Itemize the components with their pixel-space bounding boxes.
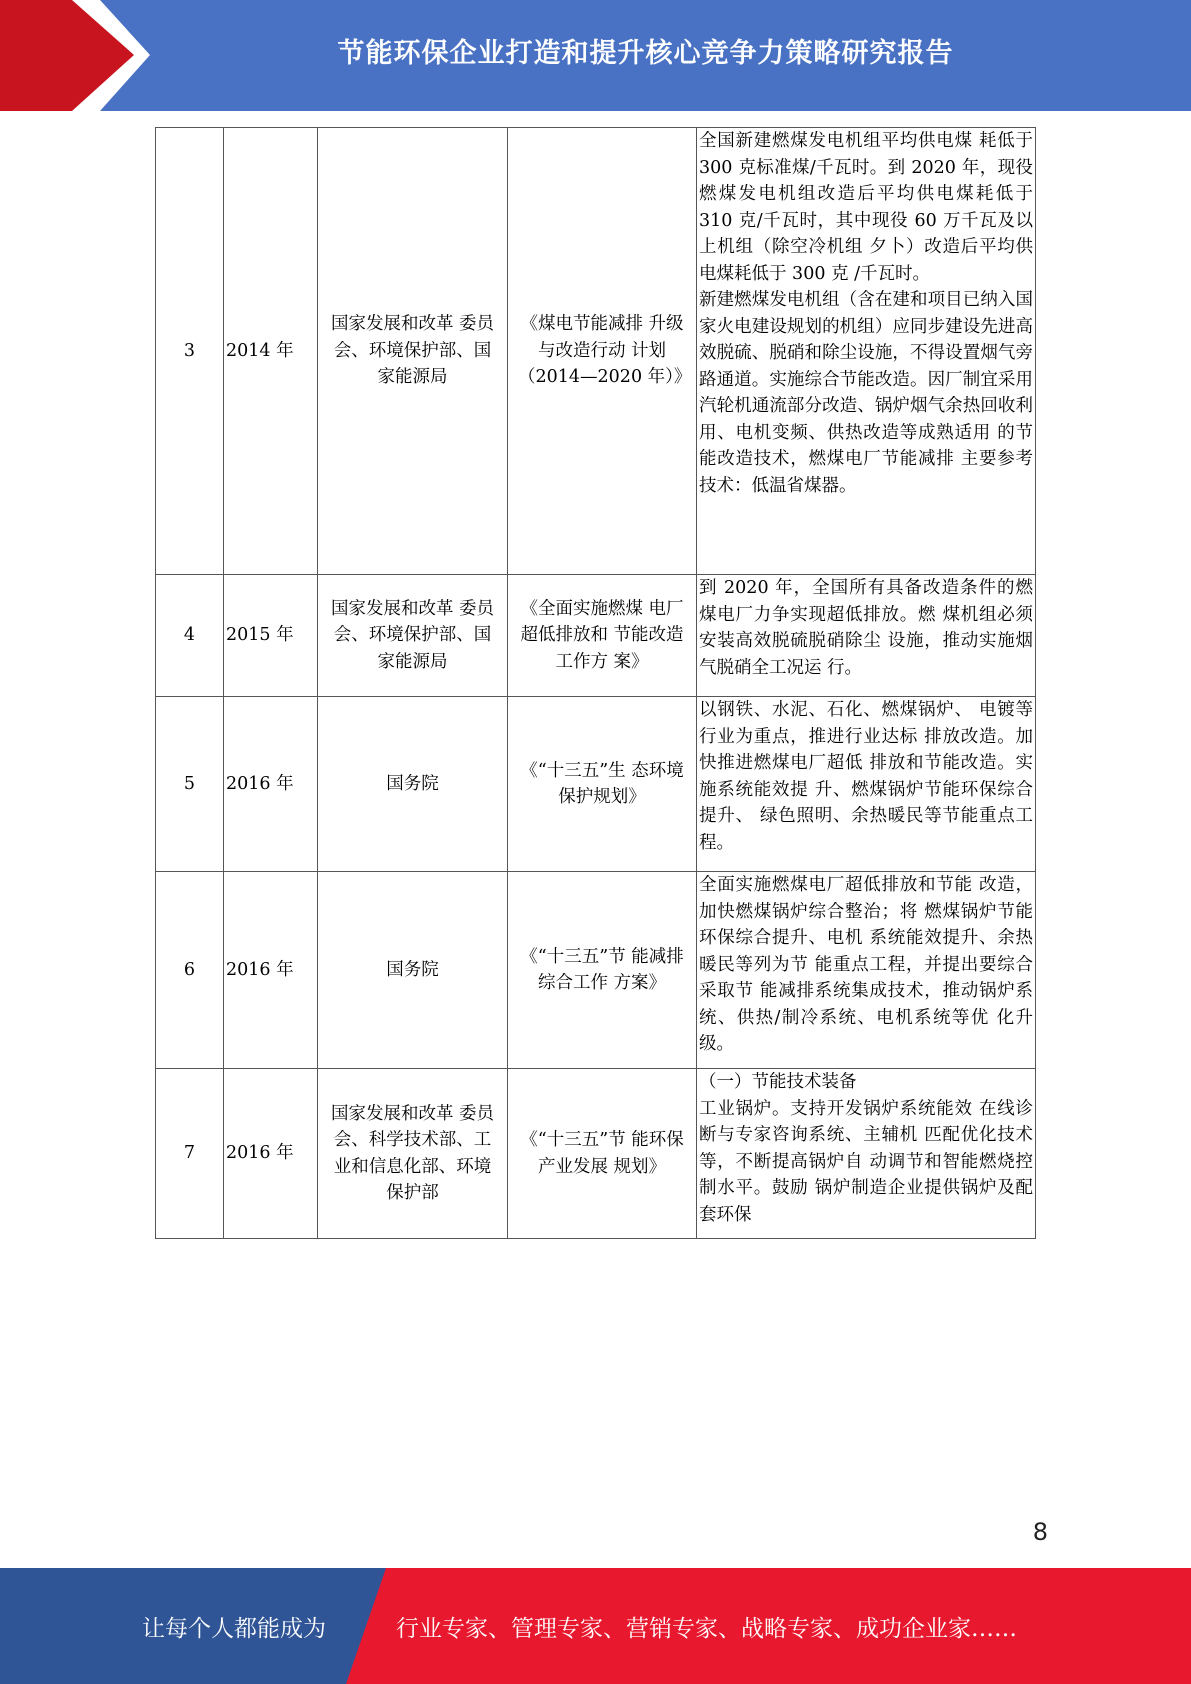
table-row: [156, 575, 1036, 697]
page-footer: [0, 1568, 1191, 1684]
row-index: 4: [156, 575, 224, 697]
row-content: [697, 575, 1036, 697]
row-content: [697, 128, 1036, 575]
row-index: 5: [156, 697, 224, 872]
table-row: [156, 1069, 1036, 1239]
content-paragraph: 到 2020 年，全国所有具备改造条件的燃煤电厂力争实现超低排放。燃 煤机组必须安装高效脱硫脱硝除尘 设施，推动实施烟气脱硝全工况运 行。: [699, 578, 1033, 678]
content-paragraph: （一）节能技术装备: [699, 1072, 857, 1092]
row-year: 2014 年: [224, 128, 318, 575]
row-organization: 国家发展和改革 委员会、环境保护部、国家能源局: [318, 575, 508, 697]
content-paragraph: 新建燃煤发电机组（含在建和项目已纳入国家火电建设规划的机组）应同步建设先进高效脱硫、脱硝和除尘设施，不得设置烟气旁路通道。实施综合节能改造。因厂制宜采用汽轮机通流部分改造、锅炉烟气余热回收利 用、电机变频、供热改造等成熟适用 的节能改造技术，燃煤电厂节能减排 主要参考技术：低温省煤器。: [699, 290, 1033, 496]
row-document: 《煤电节能减排 升级与改造行动 计划（2014—2020 年）》: [508, 128, 697, 575]
row-organization: 国家发展和改革 委员会、环境保护部、国家能源局: [318, 128, 508, 575]
row-document: 《“十三五”节 能减排综合工作 方案》: [508, 872, 697, 1069]
page-header: [0, 0, 1191, 111]
row-index: 6: [156, 872, 224, 1069]
content-paragraph: 全面实施燃煤电厂超低排放和节能 改造，加快燃煤锅炉综合整治；将 燃煤锅炉节能环保综合提升、电机 系统能效提升、余热暖民等列为节 能重点工程，并提出要综合采取节 能减排系统集成技术，推动锅炉系 统、供热/制冷系统、电机系统等优 化升级。: [699, 875, 1033, 1054]
row-year: 2016 年: [224, 697, 318, 872]
row-year: 2015 年: [224, 575, 318, 697]
row-document: 《全面实施燃煤 电厂超低排放和 节能改造工作方 案》: [508, 575, 697, 697]
row-index: 7: [156, 1069, 224, 1239]
policy-table: [155, 127, 1036, 1239]
row-year: 2016 年: [224, 1069, 318, 1239]
content-paragraph: 工业锅炉。支持开发锅炉系统能效 在线诊断与专家咨询系统、主辅机 匹配优化技术等，不断提高锅炉自 动调节和智能燃烧控制水平。鼓励 锅炉制造企业提供锅炉及配套环保: [699, 1098, 1033, 1225]
row-year: 2016 年: [224, 872, 318, 1069]
table-row: [156, 872, 1036, 1069]
footer-slogan-left: 让每个人都能成为: [142, 1615, 326, 1642]
table-row: [156, 128, 1036, 575]
row-document: 《“十三五”生 态环境保护规划》: [508, 697, 697, 872]
row-organization: 国家发展和改革 委员会、科学技术部、工业和信息化部、环境保护部: [318, 1069, 508, 1239]
row-organization: 国务院: [318, 872, 508, 1069]
content-paragraph: 以钢铁、水泥、石化、燃煤锅炉、 电镀等行业为重点，推进行业达标 排放改造。加快推进燃煤电厂超低 排放和节能改造。实施系统能效提 升、燃煤锅炉节能环保综合提升、 绿色照明、余热暖民等节能重点工 程。: [699, 700, 1033, 853]
table-row: [156, 697, 1036, 872]
footer-slogan-right: 行业专家、管理专家、营销专家、战略专家、成功企业家……: [396, 1615, 1017, 1642]
row-document: 《“十三五”节 能环保产业发展 规划》: [508, 1069, 697, 1239]
page-number: 8: [1032, 1518, 1048, 1546]
row-index: 3: [156, 128, 224, 575]
content-paragraph: 全国新建燃煤发电机组平均供电煤 耗低于 300 克标准煤/千瓦时。到 2020 年，现役燃煤发电机组改造后平均供电煤耗低于 310 克/千瓦时，其中现役 60 万千瓦及以上机组（除空冷机组 夕卜）改造后平均供电煤耗低于 300 克 /千瓦时。: [699, 131, 1033, 284]
row-content: [697, 872, 1036, 1069]
red-chevron-shape: [0, 0, 150, 111]
row-organization: 国务院: [318, 697, 508, 872]
report-title: 节能环保企业打造和提升核心竞争力策略研究报告: [337, 37, 954, 69]
row-content: [697, 697, 1036, 872]
row-content: [697, 1069, 1036, 1239]
